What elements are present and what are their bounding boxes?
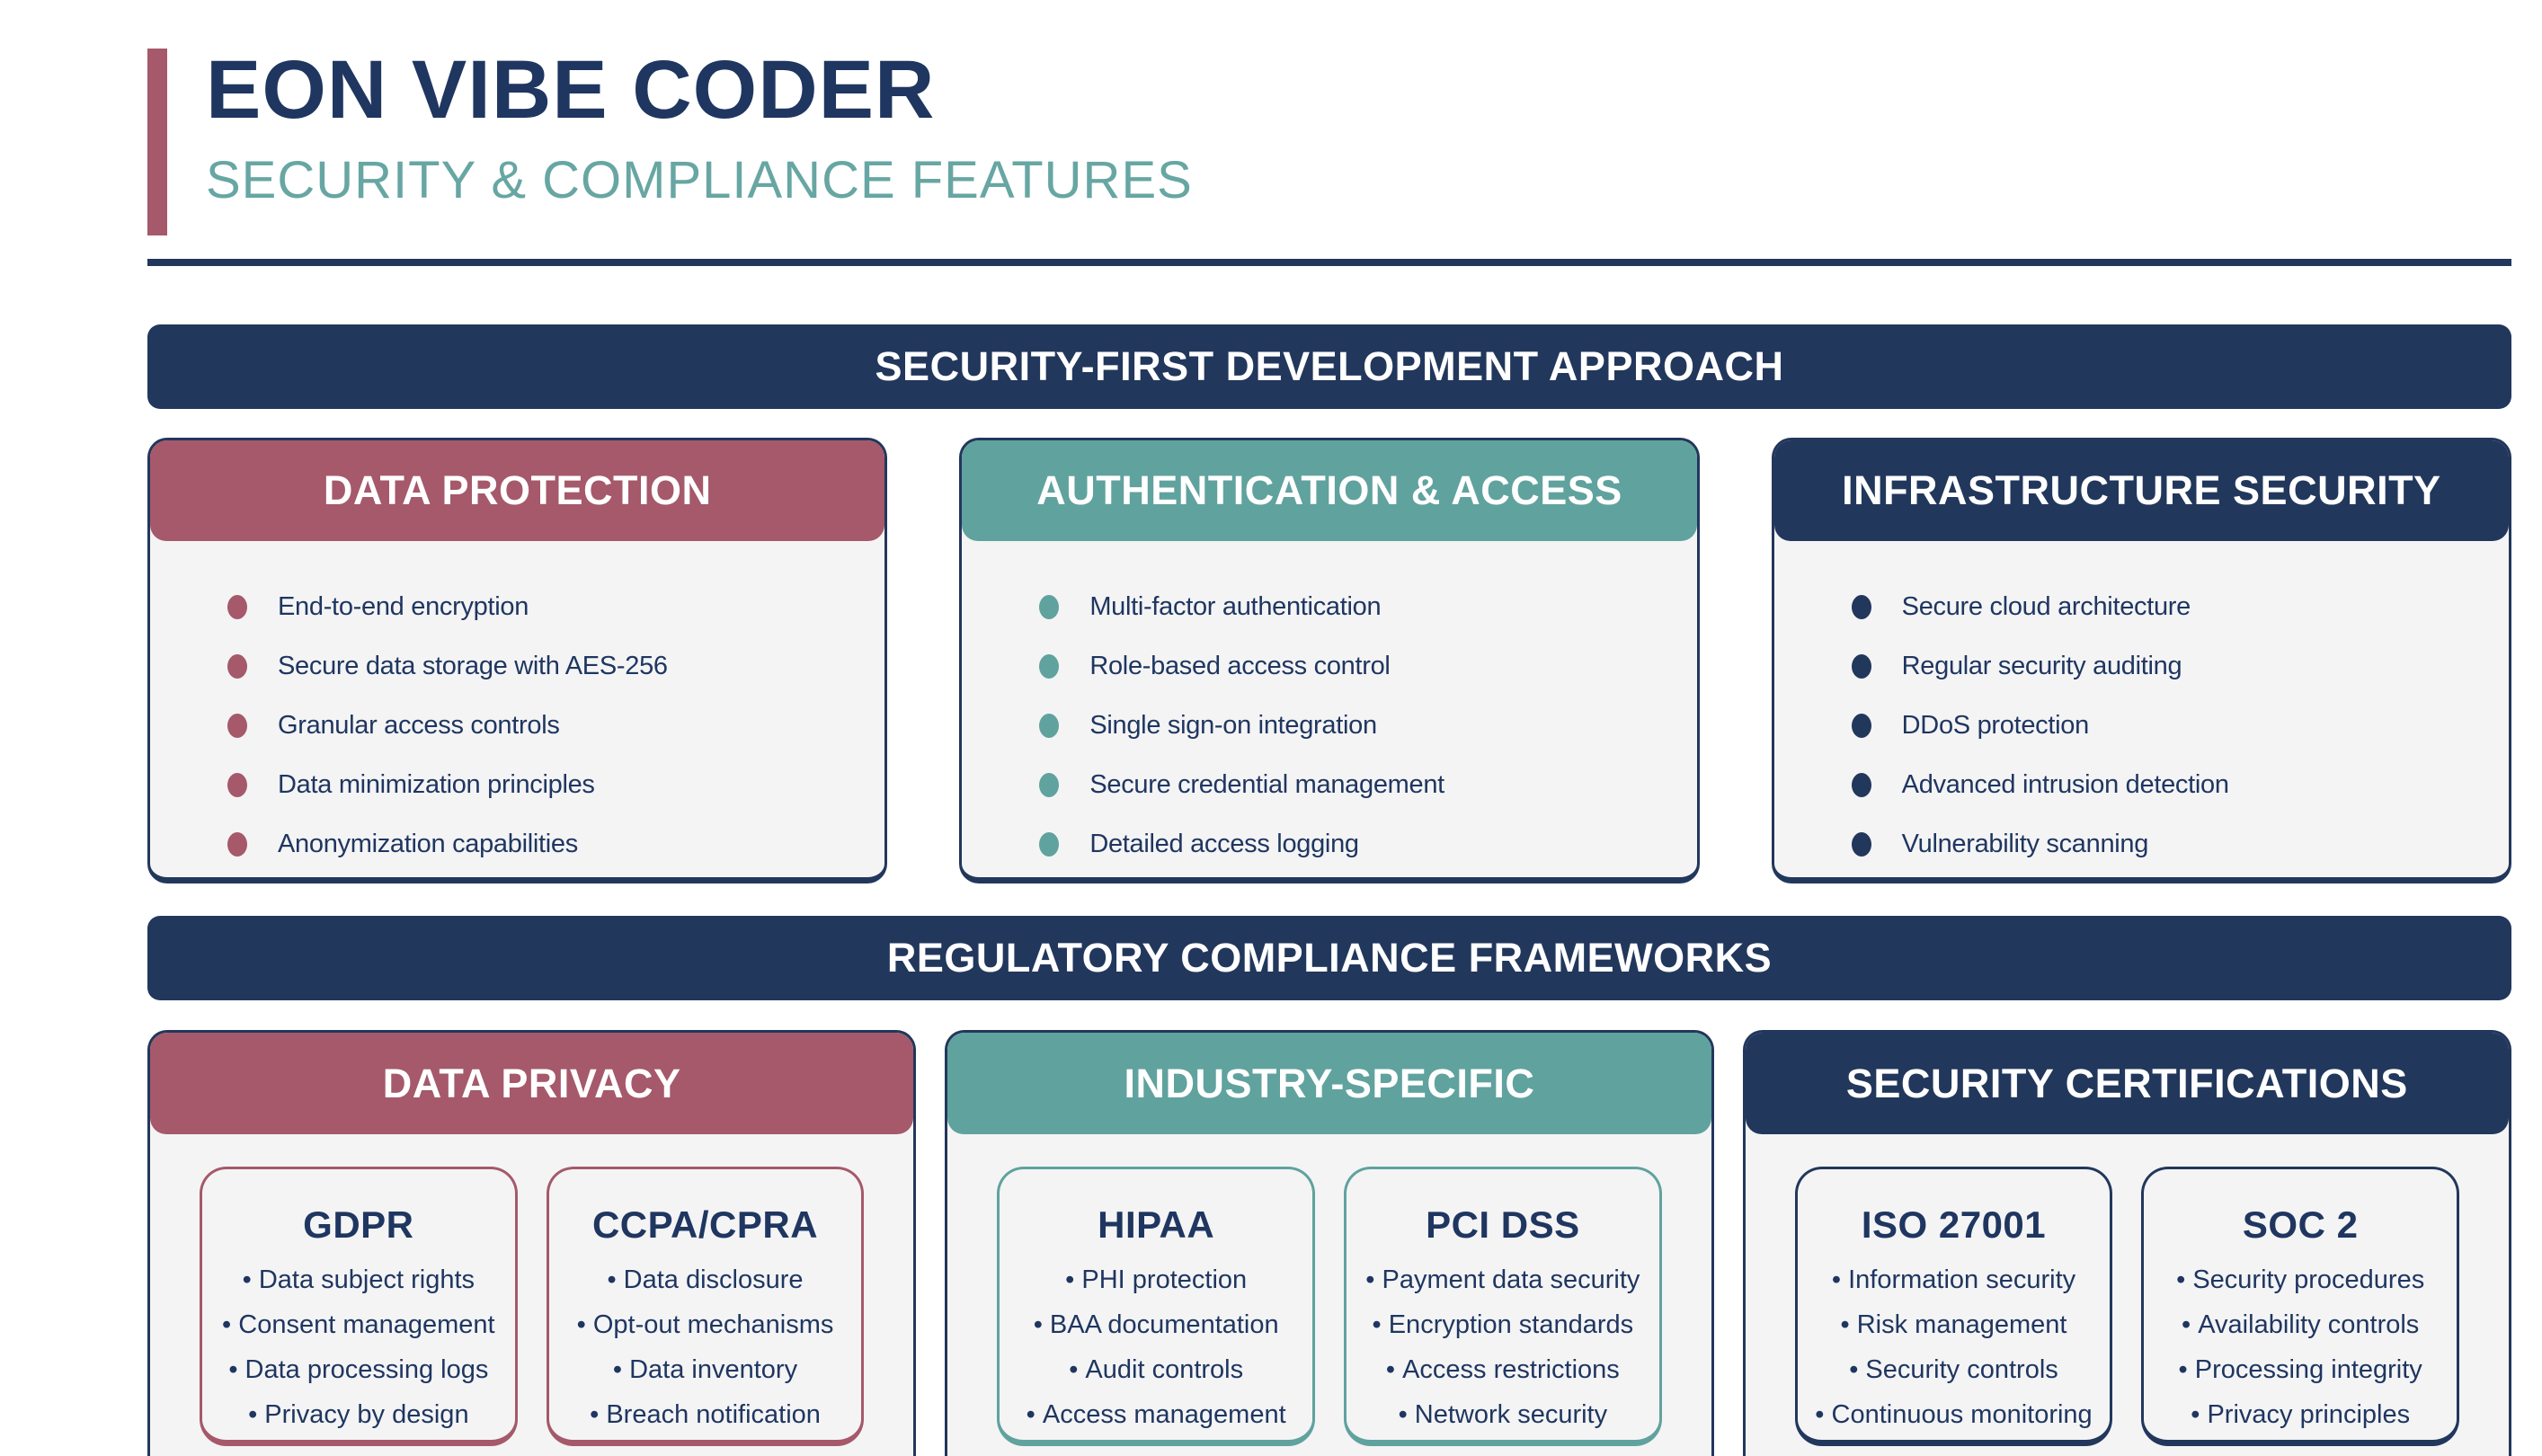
bullet-label: Anonymization capabilities — [278, 829, 578, 858]
bullet-dot-icon — [227, 595, 247, 619]
bullet-item — [1039, 636, 1669, 696]
bullet-dot-icon — [1852, 832, 1871, 857]
bullet-dot-icon — [1039, 714, 1059, 738]
sub-items — [2144, 1257, 2457, 1437]
banner-security-first-approach: SECURITY-FIRST DEVELOPMENT APPROACH — [147, 324, 2511, 409]
bullet-item — [1039, 755, 1669, 814]
sub-item: • Access management — [1000, 1392, 1312, 1437]
sub-item: • Data processing logs — [202, 1347, 515, 1392]
bullet-item — [1852, 755, 2482, 814]
card-data-privacy — [147, 1030, 916, 1456]
bullet-dot-icon — [227, 654, 247, 679]
bullet-dot-icon — [1852, 714, 1871, 738]
sub-item: • Consent management — [202, 1302, 515, 1347]
card-header — [150, 1033, 913, 1134]
sub-item: • Information security — [1798, 1257, 2111, 1302]
bullet-label: Detailed access logging — [1089, 829, 1359, 858]
bullet-dot-icon — [227, 714, 247, 738]
compliance-cards-row — [147, 1030, 2511, 1456]
sub-box-title: HIPAA — [1098, 1203, 1215, 1246]
bullet-item — [1039, 696, 1669, 755]
sub-item: • Privacy principles — [2144, 1392, 2457, 1437]
page-title: EON VIBE CODER — [206, 44, 936, 136]
card-header — [150, 440, 884, 541]
bullet-item — [1852, 636, 2482, 696]
bullet-list — [962, 541, 1696, 874]
sub-item: • Payment data security — [1347, 1257, 1659, 1302]
bullet-item — [1852, 577, 2482, 636]
bullet-label: Data minimization principles — [278, 769, 595, 799]
bullet-dot-icon — [1852, 773, 1871, 797]
sub-box-title: SOC 2 — [2242, 1203, 2359, 1246]
card-title: SECURITY CERTIFICATIONS — [1845, 1060, 2408, 1106]
bullet-dot-icon — [1039, 773, 1059, 797]
sub-boxes — [947, 1134, 1711, 1446]
card-security-certifications — [1743, 1030, 2511, 1456]
bullet-label: Advanced intrusion detection — [1901, 769, 2229, 799]
bullet-dot-icon — [227, 832, 247, 857]
bullet-label: Secure data storage with AES-256 — [278, 651, 668, 680]
bullet-dot-icon — [1852, 595, 1871, 619]
sub-box-soc-2 — [2141, 1167, 2459, 1446]
bullet-label: Multi-factor authentication — [1089, 591, 1382, 621]
bullet-item — [1039, 814, 1669, 874]
bullet-item — [227, 636, 858, 696]
header-text — [206, 44, 1193, 235]
sub-boxes — [150, 1134, 913, 1446]
sub-box-ccpa-cpra — [547, 1167, 865, 1446]
sub-box-title: PCI DSS — [1426, 1203, 1580, 1246]
card-title: AUTHENTICATION & ACCESS — [1036, 467, 1622, 513]
sub-item: • Access restrictions — [1347, 1347, 1659, 1392]
sub-box-hipaa — [997, 1167, 1315, 1446]
sub-item: • Continuous monitoring — [1798, 1392, 2111, 1437]
card-title: DATA PRIVACY — [382, 1060, 681, 1106]
bullet-item — [227, 814, 858, 874]
card-industry-specific — [945, 1030, 1713, 1456]
sub-box-pci-dss — [1344, 1167, 1662, 1446]
sub-item: • BAA documentation — [1000, 1302, 1312, 1347]
sub-item: • Risk management — [1798, 1302, 2111, 1347]
bullet-dot-icon — [1039, 595, 1059, 619]
sub-item: • Encryption standards — [1347, 1302, 1659, 1347]
bullet-label: Vulnerability scanning — [1901, 829, 2149, 858]
bullet-dot-icon — [227, 773, 247, 797]
sub-item: • Opt-out mechanisms — [549, 1302, 862, 1347]
bullet-label: End-to-end encryption — [278, 591, 529, 621]
bullet-item — [227, 577, 858, 636]
bullet-item — [1852, 814, 2482, 874]
bullet-label: Secure cloud architecture — [1901, 591, 2191, 621]
bullet-label: Regular security auditing — [1901, 651, 2182, 680]
sub-box-title: ISO 27001 — [1861, 1203, 2047, 1246]
bullet-item — [227, 696, 858, 755]
sub-item: • Breach notification — [549, 1392, 862, 1437]
bullet-item — [1039, 577, 1669, 636]
card-header — [962, 440, 1696, 541]
sub-item: • Privacy by design — [202, 1392, 515, 1437]
bullet-list — [150, 541, 884, 874]
sub-item: • Data inventory — [549, 1347, 862, 1392]
card-title: INFRASTRUCTURE SECURITY — [1842, 467, 2441, 513]
sub-box-title: CCPA/CPRA — [591, 1203, 819, 1246]
card-title: DATA PROTECTION — [323, 467, 712, 513]
sub-item: • Security controls — [1798, 1347, 2111, 1392]
card-header — [947, 1033, 1711, 1134]
page-header — [147, 44, 2511, 235]
bullet-label: DDoS protection — [1901, 710, 2089, 740]
page-subtitle: SECURITY & COMPLIANCE FEATURES — [206, 151, 1193, 209]
bullet-item — [1852, 696, 2482, 755]
card-authentication-access — [959, 438, 1699, 883]
bullet-dot-icon — [1852, 654, 1871, 679]
bullet-label: Granular access controls — [278, 710, 560, 740]
sub-item: • Data disclosure — [549, 1257, 862, 1302]
card-header — [1774, 440, 2509, 541]
sub-items — [1000, 1257, 1312, 1437]
bullet-dot-icon — [1039, 832, 1059, 857]
sub-item: • Security procedures — [2144, 1257, 2457, 1302]
sub-items — [549, 1257, 862, 1437]
sub-boxes — [1746, 1134, 2509, 1446]
bullet-item — [227, 755, 858, 814]
sub-item: • Network security — [1347, 1392, 1659, 1437]
sub-items — [1798, 1257, 2111, 1437]
bullet-label: Single sign-on integration — [1089, 710, 1377, 740]
bullet-dot-icon — [1039, 654, 1059, 679]
sub-box-title: GDPR — [303, 1203, 414, 1246]
card-infrastructure-security — [1772, 438, 2511, 883]
bullet-label: Role-based access control — [1089, 651, 1391, 680]
sub-item: • PHI protection — [1000, 1257, 1312, 1302]
bullet-label: Secure credential management — [1089, 769, 1444, 799]
card-header — [1746, 1033, 2509, 1134]
card-data-protection — [147, 438, 887, 883]
sub-item: • Processing integrity — [2144, 1347, 2457, 1392]
sub-item: • Audit controls — [1000, 1347, 1312, 1392]
sub-item: • Availability controls — [2144, 1302, 2457, 1347]
sub-items — [1347, 1257, 1659, 1437]
banner-regulatory-compliance: REGULATORY COMPLIANCE FRAMEWORKS — [147, 916, 2511, 1000]
divider-rule — [147, 259, 2511, 266]
accent-bar — [147, 49, 167, 235]
sub-box-iso-27001 — [1795, 1167, 2113, 1446]
approach-cards-row — [147, 438, 2511, 883]
bullet-list — [1774, 541, 2509, 874]
sub-item: • Data subject rights — [202, 1257, 515, 1302]
sub-box-gdpr — [200, 1167, 518, 1446]
card-title: INDUSTRY-SPECIFIC — [1124, 1060, 1535, 1106]
sub-items — [202, 1257, 515, 1437]
